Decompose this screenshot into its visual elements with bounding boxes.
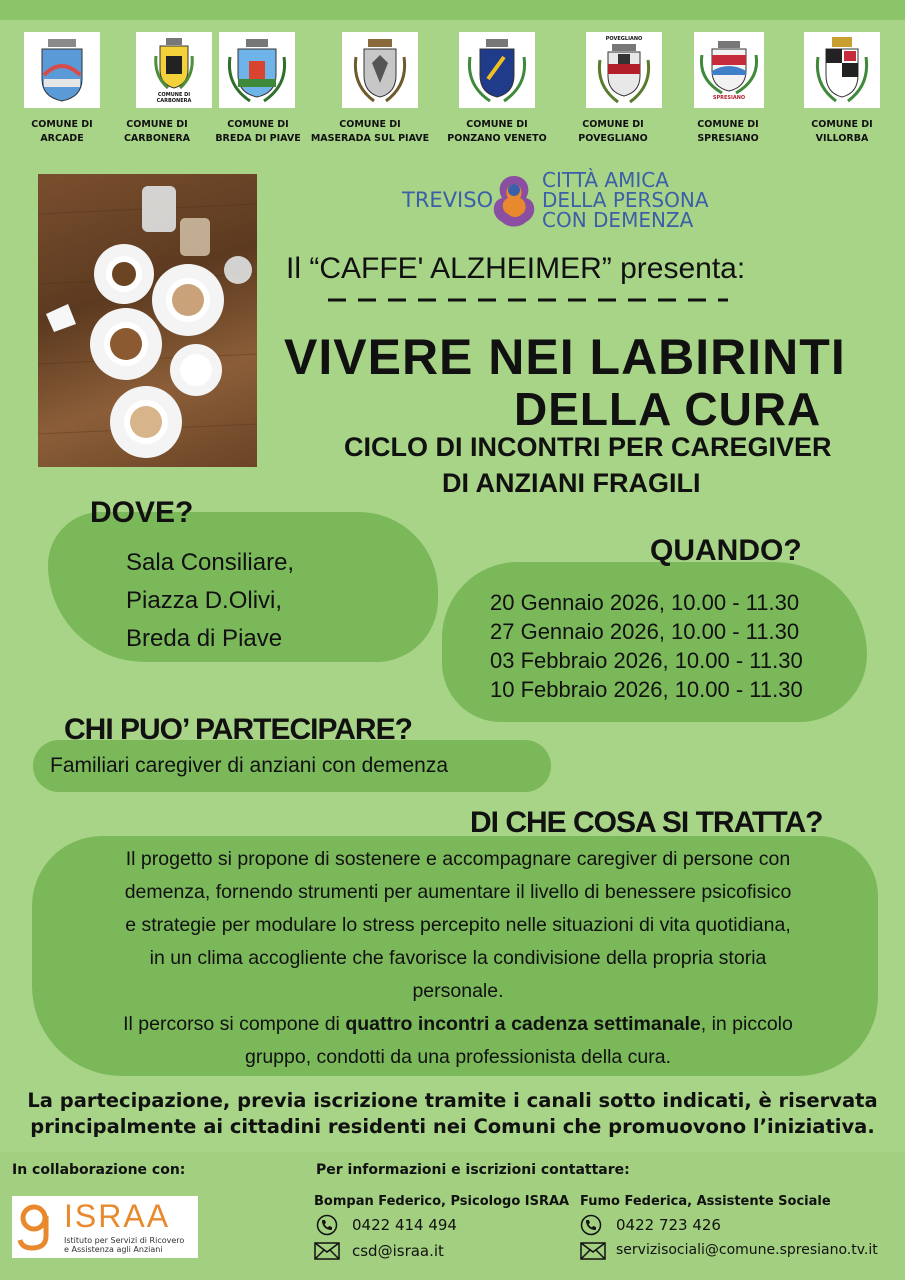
date-item: 20 Gennaio 2026, 10.00 - 11.30 — [490, 590, 800, 615]
comune-label-maserada: COMUNE DI MASERADA SUL PIAVE — [310, 119, 430, 144]
mail-icon — [314, 1242, 340, 1260]
logo-city-text: TREVISO — [402, 188, 494, 212]
carbonera-crest-icon — [136, 32, 212, 108]
comune-label-arcade: COMUNE DI ARCADE — [31, 119, 93, 144]
participation-notice: La partecipazione, previa iscrizione tramite i canali sotto indicati, è riservata principalmente ai cittadini residenti nei Comuni che promuovono l’iniziativa. — [27, 1089, 878, 1138]
povegliano-crest-text: POVEGLIANO — [605, 36, 643, 42]
phone-icon — [580, 1214, 602, 1236]
contact1-email[interactable]: csd@israa.it — [352, 1242, 444, 1260]
main-title-line1: VIVERE NEI LABIRINTI — [284, 329, 846, 385]
quando-heading: QUANDO? — [650, 534, 802, 567]
phone-icon — [316, 1214, 338, 1236]
spresiano-crest-icon — [694, 32, 764, 108]
israa-subtitle: Istituto per Servizi di Ricovero e Assistenza agli Anziani — [64, 1236, 185, 1254]
contact1-name: Bompan Federico, Psicologo ISRAA — [314, 1194, 570, 1209]
breda-crest-icon — [219, 32, 295, 108]
top-bar — [0, 0, 905, 20]
info-label: Per informazioni e iscrizioni contattare: — [316, 1162, 630, 1178]
presenta-heading: Il “CAFFE' ALZHEIMER” presenta: — [286, 252, 746, 285]
spresiano-crest-text: SPRESIANO — [712, 95, 746, 101]
comune-label-carbonera: COMUNE DI CARBONERA — [123, 119, 191, 144]
contact2-phone[interactable]: 0422 723 426 — [616, 1216, 721, 1234]
quando-dates — [490, 588, 803, 704]
comune-label-povegliano: COMUNE DI POVEGLIANO — [578, 119, 648, 144]
arcade-crest-icon — [24, 32, 100, 108]
contact1-phone[interactable]: 0422 414 494 — [352, 1216, 457, 1234]
ponzano-crest-icon — [459, 32, 535, 108]
israa-logo — [12, 1196, 198, 1258]
cosa-heading: DI CHE COSA SI TRATTA? — [470, 806, 823, 839]
coffee-cups-photo — [38, 174, 257, 467]
logo-text-block: CITTÀ AMICA DELLA PERSONA CON DEMENZA — [542, 168, 709, 232]
collab-label: In collaborazione con: — [12, 1162, 186, 1178]
carbonera-crest-text: COMUNE DI CARBONERA — [156, 92, 192, 104]
comune-label-ponzano: COMUNE DI PONZANO VENETO — [447, 119, 547, 144]
cosa-highlight: quattro incontri a cadenza settimanale — [345, 1013, 701, 1035]
villorba-crest-icon — [804, 32, 880, 108]
chi-text: Familiari caregiver di anziani con demenza — [50, 754, 449, 777]
contact2-name: Fumo Federica, Assistente Sociale — [580, 1194, 831, 1209]
date-item: 27 Gennaio 2026, 10.00 - 11.30 — [490, 619, 800, 644]
date-item: 03 Febbraio 2026, 10.00 - 11.30 — [490, 648, 803, 673]
dove-heading: DOVE? — [90, 496, 194, 529]
main-title-line2: DELLA CURA — [514, 383, 822, 435]
dashed-divider — [328, 296, 728, 304]
subtitle-line2: DI ANZIANI FRAGILI — [442, 468, 701, 498]
cosa-description: Il progetto si propone di sostenere e accompagnare caregiver di persone con demenza, fornendo strumenti per aumentare il livello di benessere psicofisico e strategie per modulare lo stress percepito nelle situazioni di vita quotidiana, in un clima accogliente che favorisce la condivisione della propria storia personale. Il percorso si compone di quattro incontri a cadenza settimanale, in piccolo gruppo, condotti da una professionista della cura. — [123, 848, 793, 1068]
israa-name: ISRAA — [64, 1198, 171, 1234]
maserada-crest-icon — [342, 32, 418, 108]
israa-mark-icon — [16, 1202, 56, 1252]
contact2-email[interactable]: servizisociali@comune.spresiano.tv.it — [616, 1242, 878, 1258]
comune-label-spresiano: COMUNE DI SPRESIANO — [697, 119, 759, 144]
heart-head-icon — [488, 170, 540, 234]
povegliano-crest-icon — [586, 32, 662, 108]
comune-label-villorba: COMUNE DI VILLORBA — [811, 119, 873, 144]
chi-heading: CHI PUO’ PARTECIPARE? — [64, 713, 412, 746]
comune-label-breda: COMUNE DI BREDA DI PIAVE — [215, 119, 301, 144]
dove-address: Sala Consiliare, Piazza D.Olivi, Breda di Piave — [126, 549, 295, 652]
mail-icon — [580, 1242, 606, 1260]
subtitle-line1: CICLO DI INCONTRI PER CAREGIVER — [344, 432, 832, 462]
date-item: 10 Febbraio 2026, 10.00 - 11.30 — [490, 677, 803, 702]
